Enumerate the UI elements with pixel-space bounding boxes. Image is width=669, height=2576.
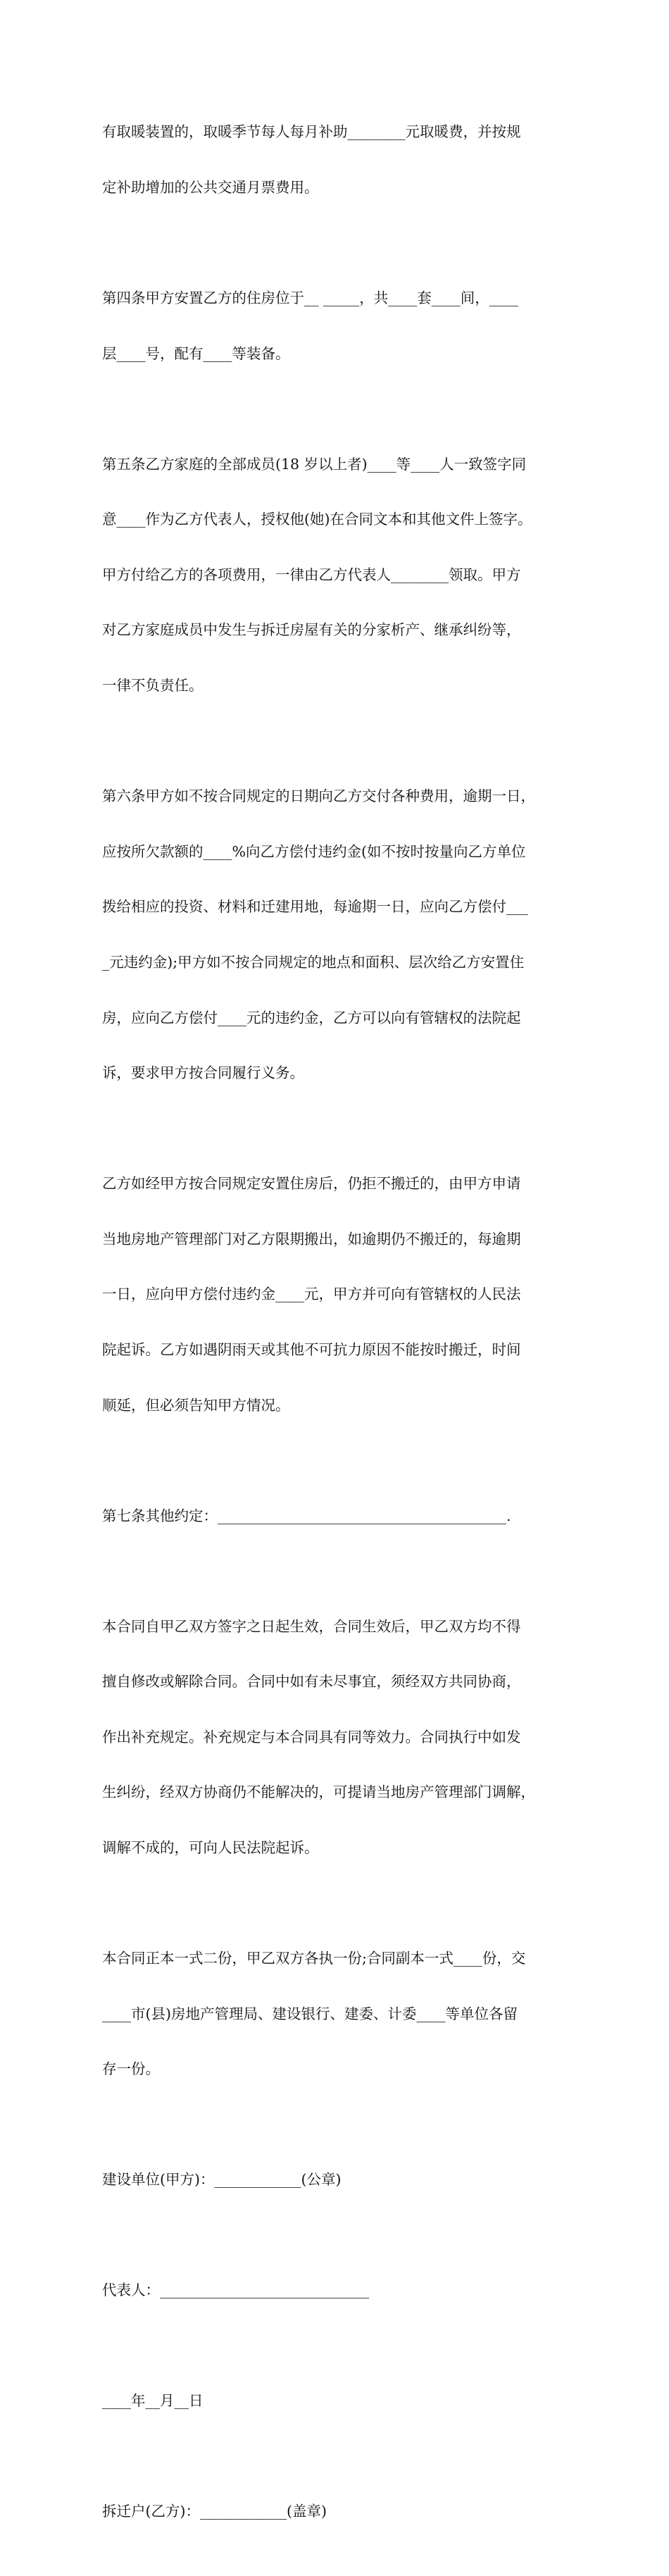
paragraph-article-7 [102,1469,581,1562]
text-line: 对乙方家庭成员中发生与拆迁房屋有关的分家析产、继承纠纷等， [102,621,521,639]
text-line: 一日，应向甲方偿付违约金____元，甲方并可向有管辖权的人民法 [102,1286,521,1303]
paragraph-heating-subsidy [102,86,581,234]
signature-date [102,2355,581,2447]
text-line: 调解不成的，可向人民法院起诉。 [102,1839,319,1857]
text-line: 层____号，配有____等装备。 [102,344,290,362]
text-line: 生纠纷，经双方协商仍不能解决的，可提请当地房产管理部门调解， [102,1784,535,1801]
text-line: 房，应向乙方偿付____元的违约金，乙方可以向有管辖权的法院起 [102,1009,521,1026]
paragraph-copies [102,1912,581,2115]
text-line: 有取暖装置的，取暖季节每人每月补助________元取暖费，并按规 [102,123,521,141]
text-line: 作出补充规定。补充规定与本合同具有同等效力。合同执行中如发 [102,1728,521,1746]
paragraph-effectiveness [102,1580,581,1893]
text-line: 拨给相应的投资、材料和迁建用地，每逾期一日，应向乙方偿付___ [102,898,528,916]
signature-party-a [102,2134,581,2226]
paragraph-article-5 [102,418,581,731]
text-line: 甲方付给乙方的各项费用，一律由乙方代表人________领取。甲方 [102,566,521,583]
text-line: 第六条甲方如不按合同规定的日期向乙方交付各种费用，逾期一日， [102,788,535,805]
text-line: 建设单位(甲方)：____________(公章) [102,2171,342,2189]
paragraph-article-4 [102,252,581,400]
text-line: 定补助增加的公共交通月票费用。 [102,179,319,197]
text-line: ____市(县)房地产管理局、建设银行、建委、计委____等单位各留 [102,2005,518,2022]
text-line: 第五条乙方家庭的全部成员(18 岁以上者)____等____人一致签字同 [102,455,527,473]
paragraph-article-6 [102,750,581,1119]
text-line: 本合同自甲乙双方签字之日起生效，合同生效后，甲乙双方均不得 [102,1617,521,1635]
text-line: 擅自修改或解除合同。合同中如有未尽事宜，须经双方共同协商， [102,1673,521,1691]
text-line: 第四条甲方安置乙方的住房位于__ _____，共____套____间，____ [102,290,518,307]
signature-party-b [102,2465,581,2558]
paragraph-relocation-refusal [102,1138,581,1451]
text-line: 意____作为乙方代表人，授权他(她)在合同文本和其他文件上签字。 [102,511,532,528]
text-line: 当地房地产管理部门对乙方限期搬出，如逾期仍不搬迁的，每逾期 [102,1230,521,1247]
text-line: 应按所欠款额的____%向乙方偿付违约金(如不按时按量向乙方单位 [102,842,526,860]
text-line: 本合同正本一式二份，甲乙双方各执一份;合同副本一式____份，交 [102,1950,526,1967]
text-line: 存一份。 [102,2060,160,2078]
text-line: 乙方如经甲方按合同规定安置住房后，仍拒不搬迁的，由甲方申请 [102,1175,521,1193]
document-page [102,86,581,2576]
text-line: 院起诉。乙方如遇阴雨天或其他不可抗力原因不能按时搬迁，时间 [102,1341,521,1358]
text-line: 诉，要求甲方按合同履行义务。 [102,1064,304,1082]
text-line: _元违约金);甲方如不按合同规定的地点和面积、层次给乙方安置住 [102,953,525,971]
text-line: ____年__月__日 [102,2392,204,2410]
signature-representative [102,2244,581,2337]
text-line: 一律不负责任。 [102,677,204,695]
text-line: 代表人：_____________________________ [102,2282,370,2299]
text-line: 第七条其他约定：________________________________________. [102,1507,511,1524]
text-line: 拆迁户(乙方)：____________(盖章) [102,2503,327,2520]
text-line: 顺延，但必须告知甲方情况。 [102,1396,290,1414]
